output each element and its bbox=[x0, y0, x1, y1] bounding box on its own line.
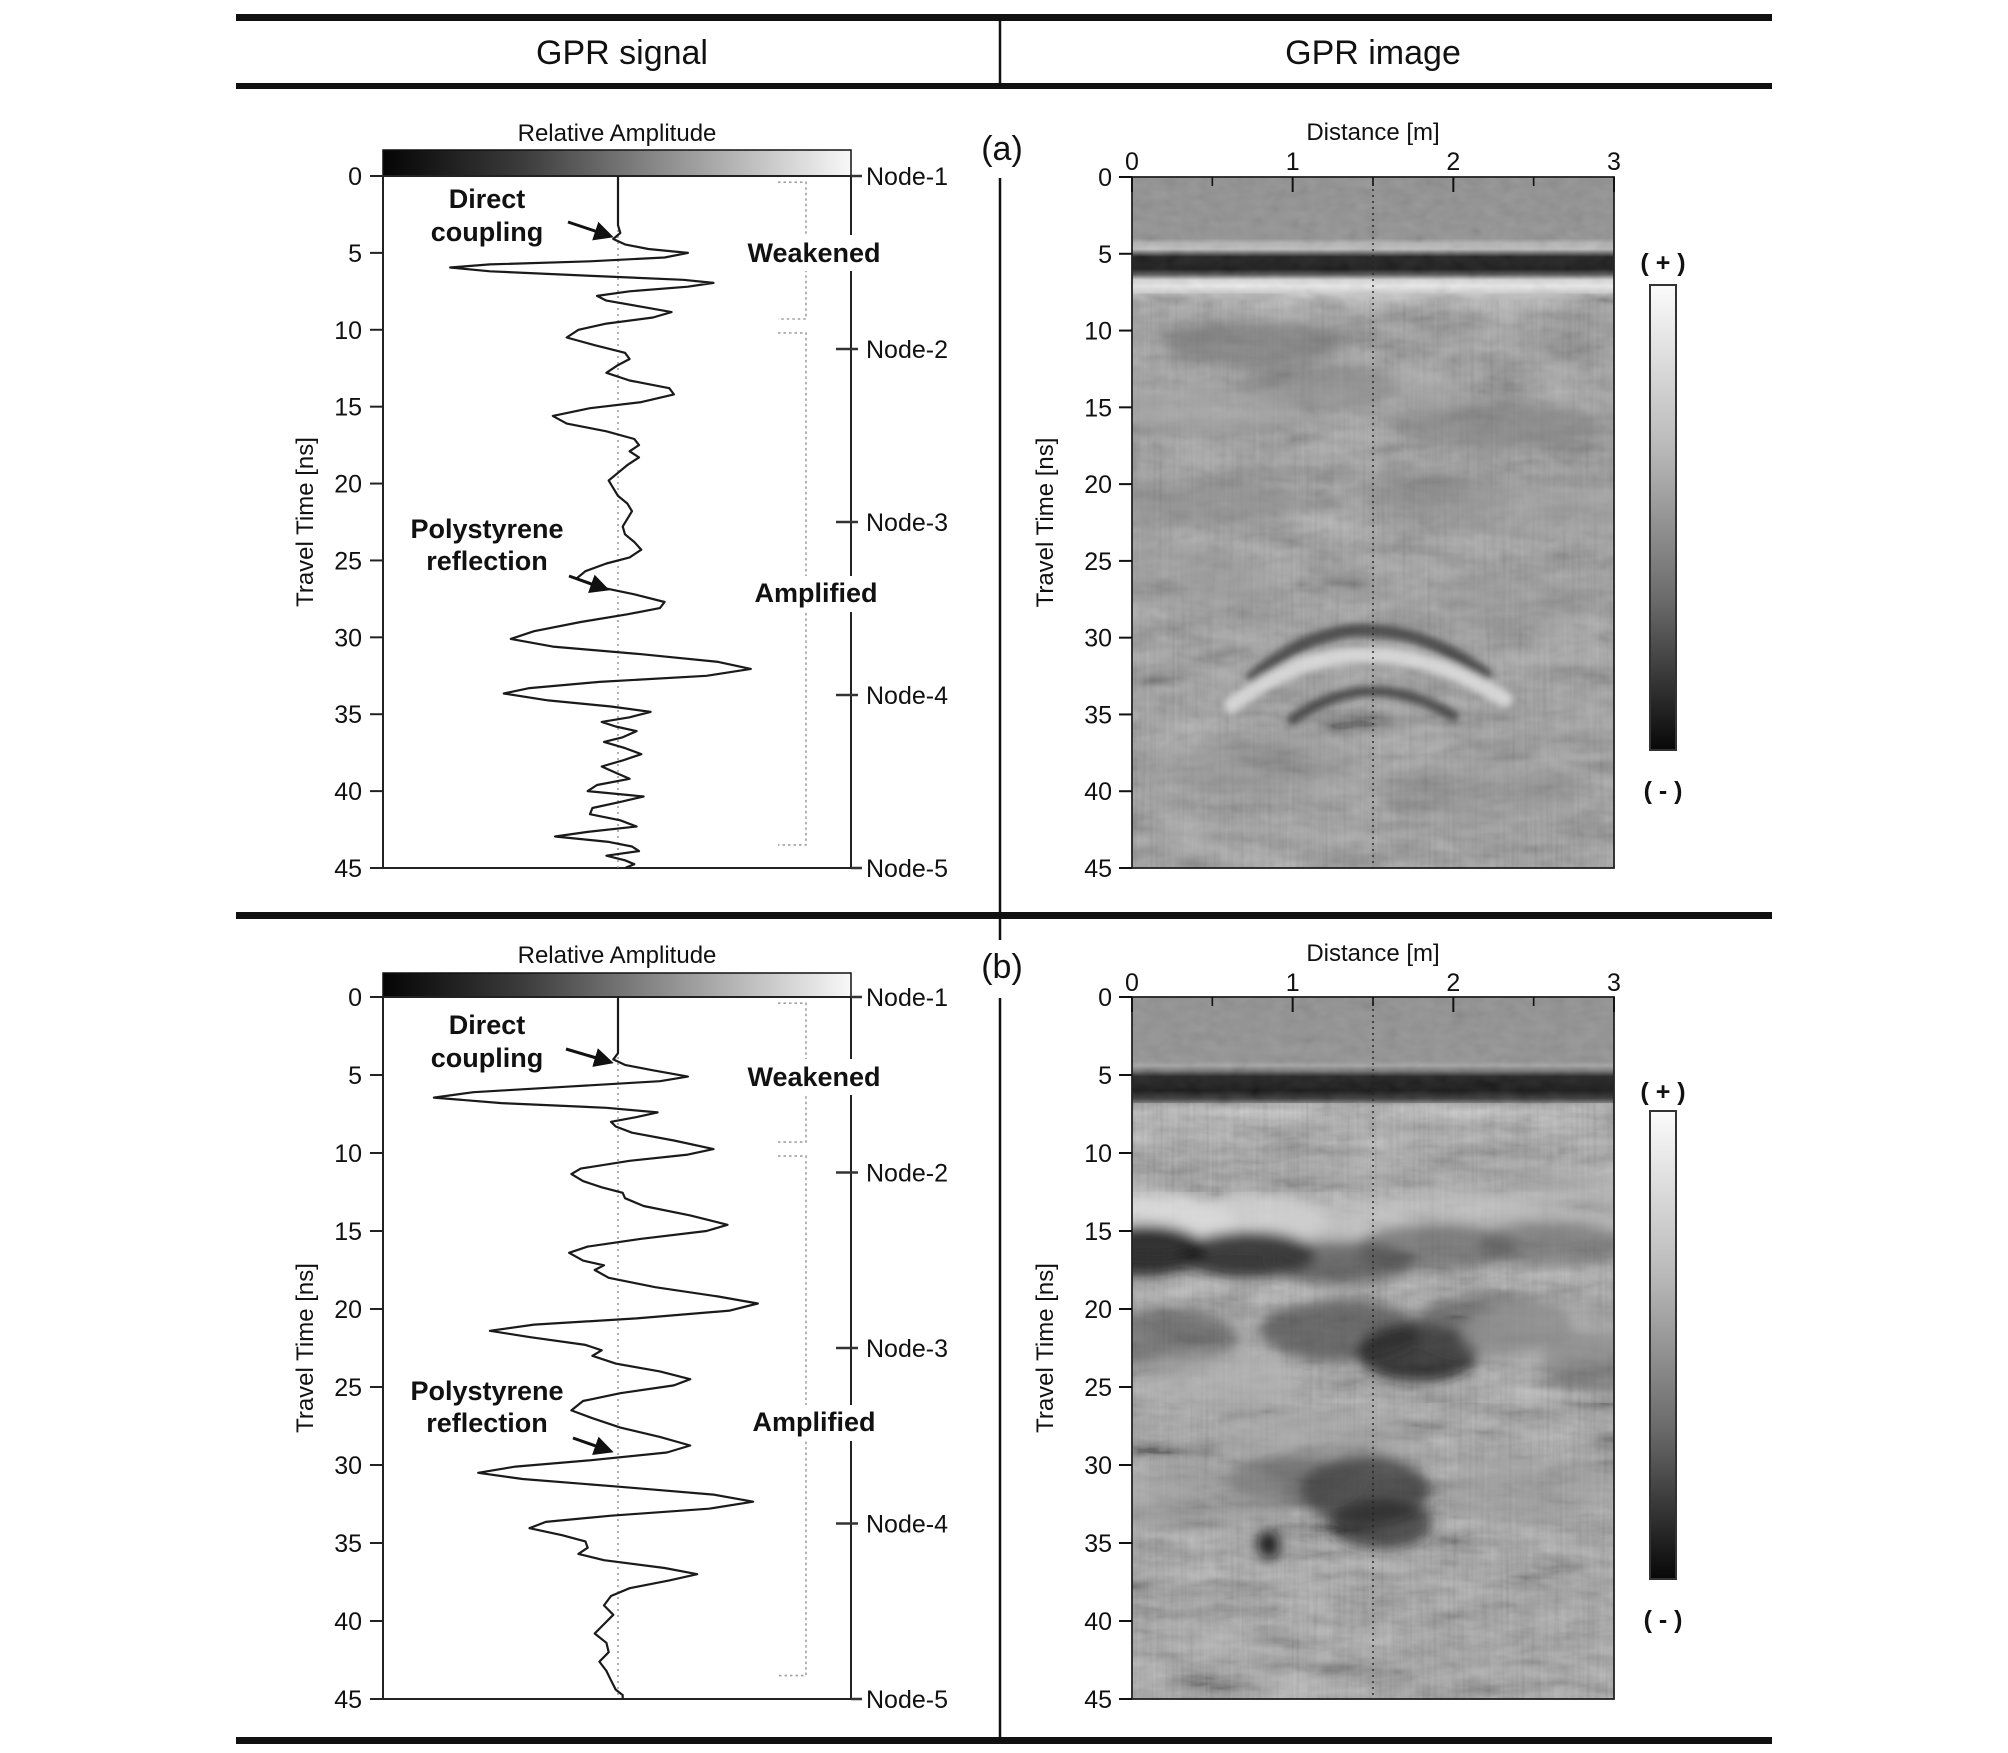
amplitude-colorbar bbox=[383, 150, 851, 176]
radargram-blob bbox=[1445, 1457, 1606, 1519]
signal-axis-title: Relative Amplitude bbox=[517, 942, 717, 969]
time-tick-label: 35 bbox=[334, 1530, 362, 1558]
colorbar-minus-label: ( - ) bbox=[1643, 777, 1683, 805]
signal-ylabel: Travel Time [ns] bbox=[292, 437, 319, 607]
top-rule bbox=[236, 14, 1772, 21]
image-time-tick-label: 5 bbox=[1098, 1062, 1112, 1090]
polystyrene-arrow-icon bbox=[573, 1438, 610, 1451]
image-time-tick-label: 0 bbox=[1098, 984, 1112, 1012]
image-time-tick-label: 10 bbox=[1084, 317, 1112, 346]
time-tick-label: 25 bbox=[334, 1374, 362, 1402]
radargram-blob bbox=[1330, 1499, 1433, 1549]
node-label: Node-1 bbox=[866, 984, 948, 1012]
direct-coupling-label: coupling bbox=[430, 217, 544, 247]
time-tick-label: 10 bbox=[334, 316, 362, 345]
polarity-colorbar bbox=[1650, 285, 1676, 750]
polystyrene-arrow-icon bbox=[569, 576, 606, 589]
bottom-rule bbox=[236, 1737, 1772, 1744]
radargram-blob bbox=[1257, 1531, 1279, 1559]
distance-tick-label: 1 bbox=[1285, 148, 1300, 176]
amplitude-colorbar bbox=[383, 973, 851, 997]
polystyrene-reflection-label: Polystyrene bbox=[410, 514, 564, 544]
row-label-a: (a) bbox=[981, 130, 1023, 168]
distance-tick-label: 3 bbox=[1607, 148, 1621, 176]
image-time-tick-label: 5 bbox=[1098, 240, 1112, 269]
radargram-blob bbox=[1461, 1298, 1638, 1370]
image-time-tick-label: 15 bbox=[1084, 394, 1112, 423]
image-time-tick-label: 10 bbox=[1084, 1140, 1112, 1168]
radargram-a bbox=[1084, 177, 1638, 868]
signal-trace-b bbox=[434, 997, 758, 1699]
radargram-blob bbox=[1116, 478, 1293, 527]
polystyrene-reflection-label: reflection bbox=[426, 546, 548, 576]
amplified-label: Amplified bbox=[754, 578, 878, 608]
row-divider-rule bbox=[236, 912, 1772, 919]
image-time-tick-label: 45 bbox=[1084, 855, 1112, 883]
signal-panel-a bbox=[292, 120, 948, 883]
distance-tick-label: 1 bbox=[1285, 969, 1300, 997]
image-time-tick-label: 30 bbox=[1084, 624, 1112, 653]
node-label: Node-1 bbox=[866, 163, 948, 191]
node-label: Node-4 bbox=[866, 1510, 948, 1539]
radargram-blobs bbox=[1076, 1170, 1654, 1559]
radargram-blob bbox=[1389, 761, 1582, 822]
radargram-blob bbox=[1461, 487, 1638, 536]
node-label: Node-3 bbox=[866, 509, 948, 537]
image-time-tick-label: 30 bbox=[1084, 1452, 1112, 1480]
image-time-tick-label: 25 bbox=[1084, 1374, 1112, 1402]
distance-axis-title: Distance [m] bbox=[1306, 119, 1440, 146]
node-label: Node-5 bbox=[866, 1686, 948, 1714]
image-time-tick-label: 40 bbox=[1084, 778, 1112, 807]
distance-tick-label: 2 bbox=[1446, 148, 1461, 176]
direct-coupling-arrow-icon bbox=[568, 222, 610, 236]
node-label: Node-2 bbox=[866, 1159, 948, 1188]
time-tick-label: 20 bbox=[334, 1296, 362, 1324]
time-tick-label: 20 bbox=[334, 470, 362, 499]
node-label: Node-3 bbox=[866, 1335, 948, 1363]
radargram-b bbox=[1076, 997, 1654, 1699]
radargram-blob bbox=[1164, 738, 1357, 799]
distance-tick-label: 0 bbox=[1125, 148, 1139, 176]
direct-coupling-label: Direct bbox=[448, 1010, 526, 1040]
polystyrene-reflection-label: reflection bbox=[426, 1408, 548, 1438]
image-time-tick-label: 40 bbox=[1084, 1608, 1112, 1636]
node-label: Node-4 bbox=[866, 682, 948, 710]
weakened-label: Weakened bbox=[747, 238, 881, 268]
image-time-tick-label: 15 bbox=[1084, 1218, 1112, 1246]
distance-tick-label: 0 bbox=[1125, 969, 1139, 997]
time-tick-label: 45 bbox=[334, 1686, 362, 1714]
signal-panel-b bbox=[292, 942, 948, 1714]
radargram-blob bbox=[1084, 546, 1277, 607]
polystyrene-reflection-label: Polystyrene bbox=[410, 1376, 564, 1406]
direct-coupling-label: coupling bbox=[430, 1043, 544, 1073]
time-tick-label: 0 bbox=[348, 984, 362, 1012]
column-header-image: GPR image bbox=[1285, 34, 1461, 72]
image-time-tick-label: 0 bbox=[1098, 164, 1112, 192]
direct-coupling-arrow-icon bbox=[566, 1049, 610, 1062]
image-time-tick-label: 20 bbox=[1084, 471, 1112, 500]
node-label: Node-5 bbox=[866, 855, 948, 883]
radargram-blob bbox=[1164, 321, 1341, 364]
time-tick-label: 0 bbox=[348, 163, 362, 191]
radargram-blob bbox=[1437, 572, 1598, 627]
image-ylabel: Travel Time [ns] bbox=[1032, 437, 1059, 608]
image-time-tick-label: 25 bbox=[1084, 547, 1112, 576]
time-tick-label: 35 bbox=[334, 701, 362, 730]
radargram-blob bbox=[1116, 387, 1309, 433]
time-tick-label: 45 bbox=[334, 855, 362, 883]
time-tick-label: 40 bbox=[334, 778, 362, 807]
image-time-tick-label: 35 bbox=[1084, 1530, 1112, 1558]
radargram-blob bbox=[1132, 1351, 1293, 1410]
distance-axis-title: Distance [m] bbox=[1306, 940, 1440, 967]
time-tick-label: 30 bbox=[334, 624, 362, 653]
amplified-label: Amplified bbox=[752, 1407, 876, 1437]
time-tick-label: 40 bbox=[334, 1608, 362, 1636]
column-header-signal: GPR signal bbox=[536, 34, 708, 72]
radargram-blob bbox=[1477, 1220, 1622, 1267]
radargram-blob bbox=[1108, 1462, 1285, 1531]
time-tick-label: 5 bbox=[348, 239, 362, 268]
image-time-tick-label: 45 bbox=[1084, 1686, 1112, 1714]
colorbar-minus-label: ( - ) bbox=[1643, 1606, 1683, 1634]
image-panel-a bbox=[1032, 119, 1686, 883]
time-tick-label: 25 bbox=[334, 547, 362, 576]
colorbar-plus-label: ( + ) bbox=[1640, 249, 1686, 277]
time-tick-label: 15 bbox=[334, 1218, 362, 1246]
colorbar-plus-label: ( + ) bbox=[1640, 1078, 1686, 1106]
distance-tick-label: 2 bbox=[1446, 969, 1461, 997]
signal-ylabel: Travel Time [ns] bbox=[292, 1263, 319, 1433]
time-tick-label: 5 bbox=[348, 1062, 362, 1090]
node-label: Node-2 bbox=[866, 336, 948, 364]
image-panel-b bbox=[1032, 940, 1686, 1714]
weakened-label: Weakened bbox=[747, 1062, 881, 1092]
header-bottom-rule bbox=[236, 83, 1772, 89]
direct-coupling-label: Direct bbox=[448, 184, 526, 214]
distance-tick-label: 3 bbox=[1607, 969, 1621, 997]
signal-axis-title: Relative Amplitude bbox=[517, 120, 717, 147]
image-ylabel: Travel Time [ns] bbox=[1032, 1263, 1059, 1433]
radargram-blob bbox=[1309, 378, 1470, 418]
time-tick-label: 10 bbox=[334, 1140, 362, 1168]
image-time-tick-label: 20 bbox=[1084, 1296, 1112, 1324]
image-time-tick-label: 35 bbox=[1084, 701, 1112, 730]
time-tick-label: 15 bbox=[334, 393, 362, 422]
time-tick-label: 30 bbox=[334, 1452, 362, 1480]
polarity-colorbar bbox=[1650, 1111, 1676, 1579]
row-label-b: (b) bbox=[981, 948, 1023, 986]
